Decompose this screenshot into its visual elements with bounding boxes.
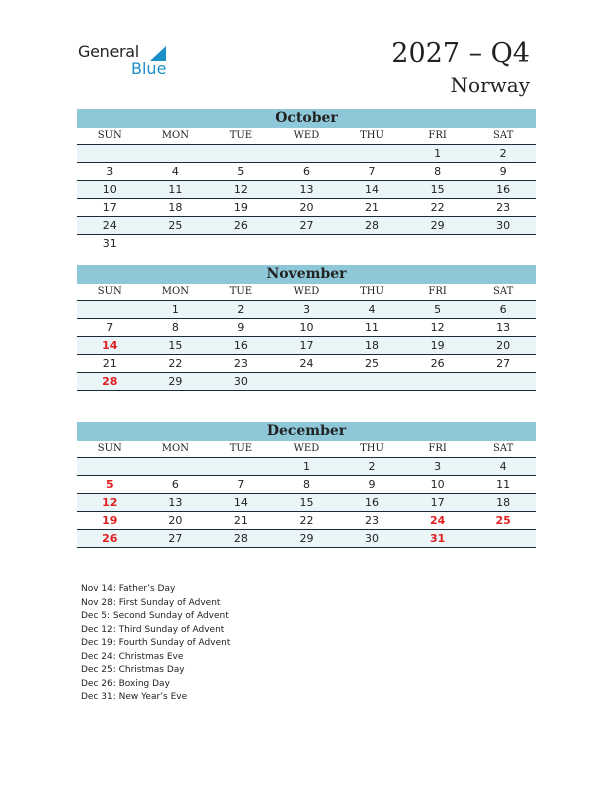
day-cell xyxy=(143,235,209,252)
day-cell xyxy=(143,458,209,475)
week-row xyxy=(77,355,536,373)
weekday-header-row xyxy=(77,441,536,458)
day-cell: 19 xyxy=(102,514,118,527)
day-cell: 29 xyxy=(430,219,445,232)
weekday-header-row xyxy=(77,128,536,145)
week-row xyxy=(77,530,536,548)
day-cell: 31 xyxy=(102,237,117,250)
month-calendar-november xyxy=(77,265,536,391)
holiday-item: Nov 14: Father’s Day xyxy=(81,584,176,594)
weekday-label: THU xyxy=(360,130,384,141)
day-cell: 13 xyxy=(496,321,511,334)
weekday-label: WED xyxy=(293,286,320,297)
day-cell: 4 xyxy=(171,165,179,178)
day-cell xyxy=(470,530,536,547)
weekday-header-row xyxy=(77,284,536,301)
day-cell xyxy=(339,235,405,252)
day-cell: 25 xyxy=(365,357,380,370)
day-cell: 2 xyxy=(368,460,376,473)
day-cell: 24 xyxy=(299,357,314,370)
holiday-item: Dec 26: Boxing Day xyxy=(81,678,170,689)
day-cell: 21 xyxy=(365,201,380,214)
weekday-label: TUE xyxy=(229,443,253,454)
day-cell: 23 xyxy=(365,514,380,527)
day-cell: 27 xyxy=(299,219,314,232)
day-cell: 14 xyxy=(233,496,248,509)
weekday-label: THU xyxy=(360,286,384,297)
page-title: 2027 – Q4 xyxy=(391,38,530,69)
week-row xyxy=(77,181,536,199)
day-cell xyxy=(208,235,274,252)
weekday-label: SUN xyxy=(97,286,122,297)
holiday-item: Dec 19: Fourth Sunday of Advent xyxy=(81,638,231,648)
week-row xyxy=(77,319,536,337)
day-cell: 28 xyxy=(365,219,380,232)
day-cell xyxy=(339,145,405,162)
week-row xyxy=(77,145,536,163)
weekday-label: THU xyxy=(360,443,384,454)
holiday-item: Dec 5: Second Sunday of Advent xyxy=(81,611,229,621)
day-cell: 13 xyxy=(168,496,183,509)
month-name: November xyxy=(77,265,536,284)
week-row xyxy=(77,494,536,512)
day-cell xyxy=(274,145,340,162)
month-name: October xyxy=(77,109,536,128)
holiday-item: Dec 25: Christmas Day xyxy=(81,665,185,675)
day-cell: 4 xyxy=(499,460,507,473)
day-cell: 3 xyxy=(302,303,310,316)
day-cell: 16 xyxy=(496,183,511,196)
day-cell xyxy=(405,235,471,252)
day-cell: 11 xyxy=(496,478,511,491)
day-cell: 6 xyxy=(499,303,507,316)
day-cell: 21 xyxy=(102,357,117,370)
day-cell: 6 xyxy=(302,165,310,178)
day-cell: 12 xyxy=(233,183,248,196)
day-cell xyxy=(143,145,209,162)
day-cell: 3 xyxy=(106,165,114,178)
week-row xyxy=(77,476,536,494)
day-cell xyxy=(77,301,143,318)
day-cell xyxy=(77,458,143,475)
day-cell: 6 xyxy=(171,478,179,491)
day-cell: 27 xyxy=(168,532,183,545)
day-cell xyxy=(274,373,340,390)
week-row xyxy=(77,458,536,476)
month-calendar-december xyxy=(77,422,536,548)
day-cell: 7 xyxy=(237,478,245,491)
holiday-list xyxy=(81,583,230,705)
day-cell: 19 xyxy=(430,339,445,352)
day-cell: 29 xyxy=(168,375,183,388)
day-cell: 11 xyxy=(168,183,183,196)
day-cell: 9 xyxy=(237,321,245,334)
day-cell: 18 xyxy=(496,496,511,509)
week-row xyxy=(77,512,536,530)
day-cell: 30 xyxy=(233,375,248,388)
day-cell: 23 xyxy=(496,201,511,214)
weekday-label: WED xyxy=(293,130,320,141)
day-cell: 4 xyxy=(368,303,376,316)
day-cell: 12 xyxy=(430,321,445,334)
day-cell xyxy=(470,235,536,252)
logo xyxy=(78,42,167,78)
weekday-label: MON xyxy=(161,443,189,454)
week-row xyxy=(77,301,536,319)
day-cell: 24 xyxy=(429,514,446,527)
page-subtitle: Norway xyxy=(450,73,530,97)
day-cell: 27 xyxy=(496,357,511,370)
week-row xyxy=(77,163,536,181)
day-cell: 17 xyxy=(430,496,445,509)
weekday-label: SAT xyxy=(493,286,514,297)
day-cell: 29 xyxy=(299,532,314,545)
day-cell xyxy=(274,235,340,252)
day-cell: 12 xyxy=(102,496,118,509)
day-cell: 21 xyxy=(233,514,248,527)
day-cell: 15 xyxy=(168,339,183,352)
day-cell: 2 xyxy=(499,147,507,160)
day-cell: 8 xyxy=(434,165,442,178)
day-cell xyxy=(208,145,274,162)
weekday-label: SAT xyxy=(493,443,514,454)
day-cell xyxy=(77,145,143,162)
day-cell: 15 xyxy=(299,496,314,509)
day-cell xyxy=(208,458,274,475)
day-cell: 18 xyxy=(365,339,380,352)
weekday-label: FRI xyxy=(428,443,447,454)
day-cell xyxy=(470,373,536,390)
day-cell: 8 xyxy=(302,478,310,491)
weekday-label: TUE xyxy=(229,286,253,297)
day-cell: 26 xyxy=(430,357,445,370)
logo-general-text: General xyxy=(78,42,139,61)
logo-blue-text: Blue xyxy=(131,59,167,78)
weekday-label: MON xyxy=(161,130,189,141)
day-cell: 22 xyxy=(430,201,445,214)
day-cell: 28 xyxy=(102,375,118,388)
day-cell: 1 xyxy=(171,303,179,316)
day-cell: 17 xyxy=(299,339,314,352)
weekday-label: WED xyxy=(293,443,320,454)
holiday-item: Dec 12: Third Sunday of Advent xyxy=(81,624,225,635)
week-row xyxy=(77,235,536,252)
day-cell: 10 xyxy=(430,478,445,491)
day-cell: 1 xyxy=(434,147,442,160)
week-row xyxy=(77,217,536,235)
day-cell: 13 xyxy=(299,183,314,196)
day-cell: 26 xyxy=(233,219,248,232)
day-cell: 24 xyxy=(102,219,117,232)
weekday-label: MON xyxy=(161,286,189,297)
day-cell: 31 xyxy=(429,532,446,545)
day-cell: 1 xyxy=(302,460,310,473)
day-cell: 16 xyxy=(233,339,248,352)
day-cell: 7 xyxy=(368,165,376,178)
month-calendar-october xyxy=(77,109,536,252)
holiday-item: Nov 28: First Sunday of Advent xyxy=(81,597,221,608)
day-cell: 22 xyxy=(168,357,183,370)
holiday-item: Dec 24: Christmas Eve xyxy=(81,651,184,662)
day-cell: 28 xyxy=(233,532,248,545)
day-cell: 10 xyxy=(299,321,314,334)
day-cell: 26 xyxy=(102,532,118,545)
day-cell: 25 xyxy=(495,514,511,527)
day-cell: 3 xyxy=(434,460,442,473)
day-cell xyxy=(339,373,405,390)
day-cell: 16 xyxy=(365,496,380,509)
day-cell: 23 xyxy=(233,357,248,370)
day-cell: 5 xyxy=(105,478,114,491)
weekday-label: SAT xyxy=(493,130,514,141)
week-row xyxy=(77,337,536,355)
day-cell: 5 xyxy=(434,303,442,316)
weekday-label: FRI xyxy=(428,286,447,297)
weekday-label: TUE xyxy=(229,130,253,141)
day-cell: 18 xyxy=(168,201,183,214)
day-cell: 9 xyxy=(499,165,507,178)
day-cell: 30 xyxy=(496,219,511,232)
day-cell: 9 xyxy=(368,478,376,491)
weekday-label: SUN xyxy=(97,130,122,141)
day-cell: 7 xyxy=(106,321,114,334)
day-cell: 17 xyxy=(102,201,117,214)
week-row xyxy=(77,199,536,217)
holiday-item: Dec 31: New Year’s Eve xyxy=(81,692,188,702)
day-cell: 10 xyxy=(102,183,117,196)
day-cell: 14 xyxy=(365,183,380,196)
day-cell: 8 xyxy=(171,321,179,334)
weekday-label: SUN xyxy=(97,443,122,454)
day-cell: 25 xyxy=(168,219,183,232)
day-cell: 20 xyxy=(168,514,183,527)
day-cell: 20 xyxy=(496,339,511,352)
day-cell: 30 xyxy=(365,532,380,545)
day-cell xyxy=(405,373,471,390)
weekday-label: FRI xyxy=(428,130,447,141)
day-cell: 19 xyxy=(233,201,248,214)
day-cell: 14 xyxy=(102,339,118,352)
day-cell: 5 xyxy=(237,165,245,178)
day-cell: 20 xyxy=(299,201,314,214)
month-name: December xyxy=(77,422,536,441)
day-cell: 22 xyxy=(299,514,314,527)
week-row xyxy=(77,373,536,391)
day-cell: 11 xyxy=(365,321,380,334)
day-cell: 15 xyxy=(430,183,445,196)
day-cell: 2 xyxy=(237,303,245,316)
